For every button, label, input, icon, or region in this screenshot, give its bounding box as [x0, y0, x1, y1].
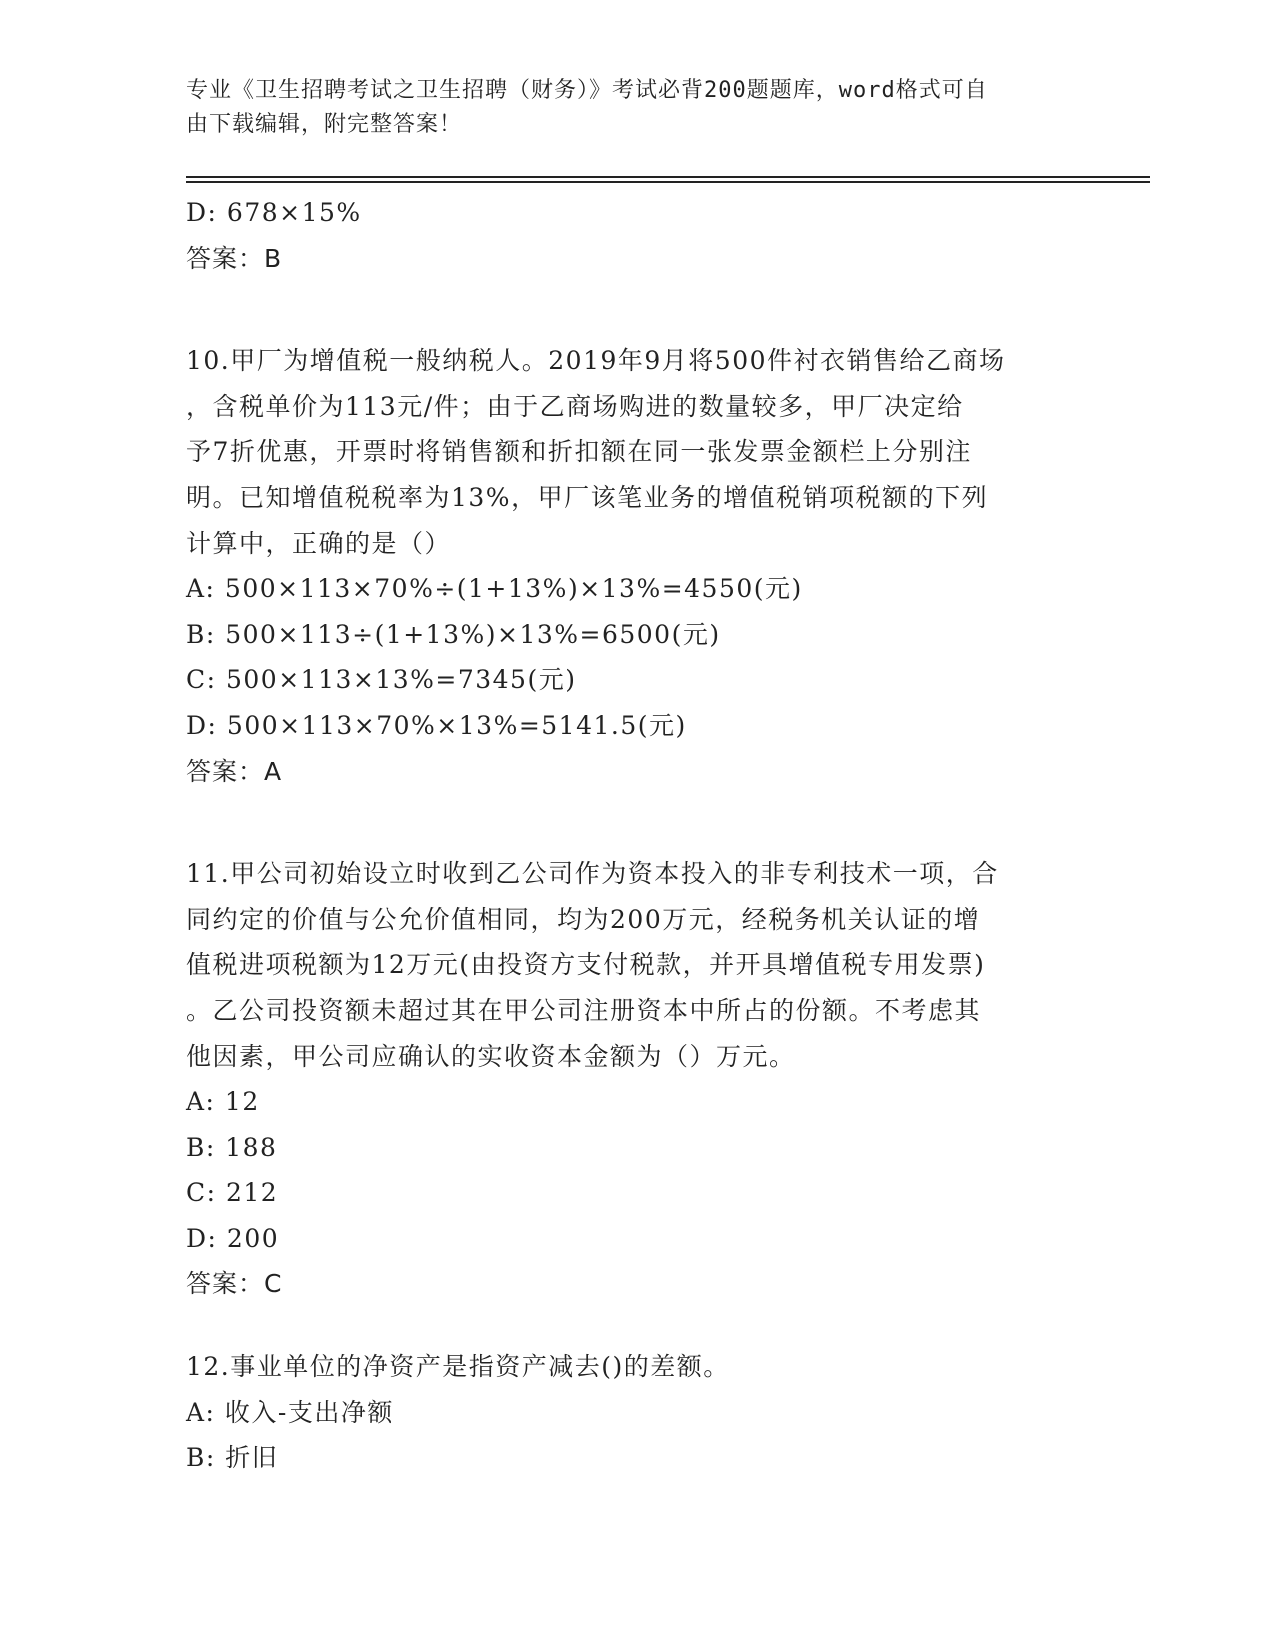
question-stem-line: 予7折优惠，开票时将销售额和折扣额在同一张发票金额栏上分别注 — [186, 437, 972, 467]
option-c: C: 500×113×13%=7345(元) — [186, 665, 577, 695]
option-a: A: 500×113×70%÷(1+13%)×13%=4550(元) — [186, 574, 803, 604]
option-a: A: 收入-支出净额 — [186, 1397, 394, 1427]
option-b: B: 188 — [186, 1132, 278, 1162]
question-9-tail — [186, 190, 1086, 281]
header-line-2: 由下载编辑，附完整答案！ — [186, 112, 463, 137]
header-divider-bottom — [186, 181, 1150, 183]
question-stem-line: 同约定的价值与公允价值相同，均为200万元，经税务机关认证的增 — [186, 904, 981, 934]
question-stem-line: ，含税单价为113元/件；由于乙商场购进的数量较多，甲厂决定给 — [186, 391, 964, 421]
question-stem-line: 12.事业单位的净资产是指资产减去()的差额。 — [186, 1352, 730, 1382]
answer-label: 答案：A — [186, 756, 283, 786]
option-c: C: 212 — [186, 1178, 279, 1208]
question-stem-line: 10.甲厂为增值税一般纳税人。2019年9月将500件衬衣销售给乙商场 — [186, 346, 1006, 376]
question-stem-line: 明。已知增值税税率为13%，甲厂该笔业务的增值税销项税额的下列 — [186, 482, 989, 512]
option-d: D: 500×113×70%×13%=5141.5(元) — [186, 710, 687, 740]
document-body — [186, 190, 1086, 1481]
option-a: A: 12 — [186, 1087, 260, 1117]
question-stem-line: 。乙公司投资额未超过其在甲公司注册资本中所占的份额。不考虑其 — [186, 995, 982, 1025]
option-b: B: 500×113÷(1+13%)×13%=6500(元) — [186, 619, 721, 649]
header-divider-top — [186, 176, 1150, 178]
header-line-1: 专业《卫生招聘考试之卫生招聘（财务）》考试必背200题题库，word格式可自 — [186, 78, 988, 103]
option-d: D: 200 — [186, 1223, 280, 1253]
question-10 — [186, 338, 1086, 794]
question-stem-line: 他因素，甲公司应确认的实收资本金额为（）万元。 — [186, 1041, 796, 1071]
answer-label: 答案：C — [186, 1269, 283, 1299]
option-d: D: 678×15% — [186, 198, 362, 227]
question-11 — [186, 851, 1086, 1307]
option-b: B: 折旧 — [186, 1443, 279, 1473]
answer-label: 答案：B — [186, 243, 283, 273]
question-stem-line: 计算中，正确的是（） — [186, 528, 452, 558]
question-12 — [186, 1344, 1086, 1481]
question-stem-line: 值税进项税额为12万元(由投资方支付税款，并开具增值税专用发票) — [186, 950, 986, 980]
question-stem-line: 11.甲公司初始设立时收到乙公司作为资本投入的非专利技术一项，合 — [186, 859, 999, 889]
document-header — [186, 74, 1086, 142]
